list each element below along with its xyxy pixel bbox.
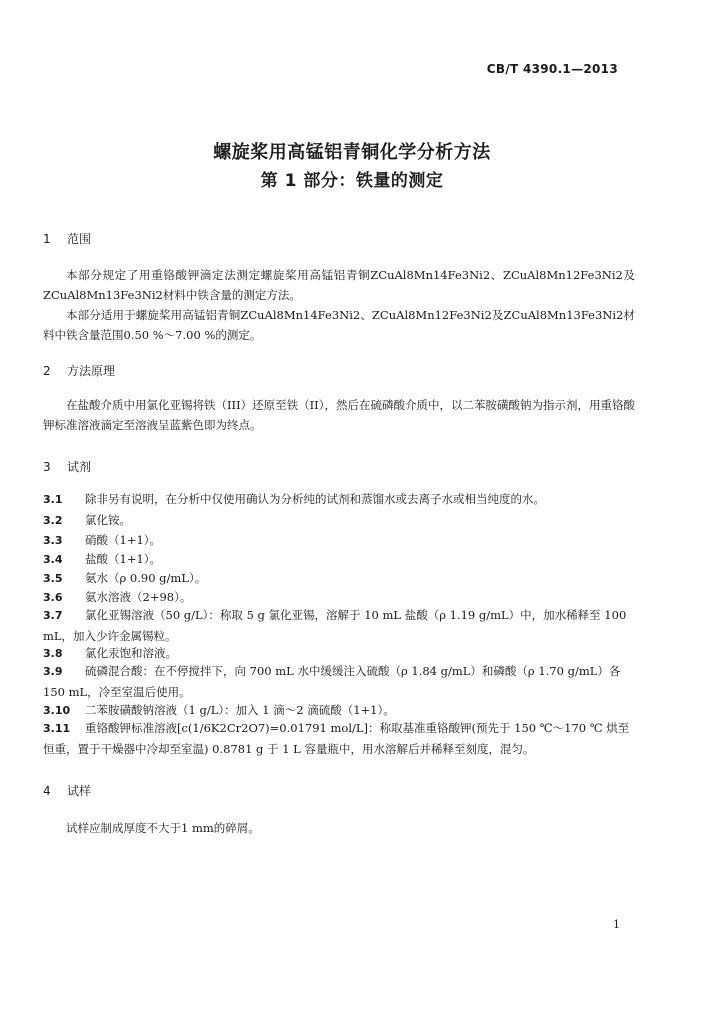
- item-text: 氯化铵。: [85, 513, 131, 527]
- section-title: 试样: [67, 784, 92, 798]
- reagent-item: [43, 510, 635, 531]
- item-text: 除非另有说明，在分析中仅使用确认为分析纯的试剂和蒸馏水或去离子水或相当纯度的水。: [85, 492, 545, 506]
- item-text: 盐酸（1+1）。: [85, 552, 162, 566]
- scope-paragraph-2: 本部分适用于螺旋桨用高锰铝青铜ZCuAl8Mn14Fe3Ni2、ZCuAl8Mn12Fe3Ni2及ZCuAl8Mn13Fe3Ni2材料中铁含量范围0.50 %～7.00 %的测定。: [43, 308, 635, 342]
- reagent-item: [43, 549, 635, 570]
- section-number: 2: [43, 364, 51, 378]
- item-text: 二苯胺磺酸钠溶液（1 g/L）：加入 1 滴～2 滴硫酸（1+1）。: [85, 703, 395, 717]
- item-number: 3.11: [43, 722, 71, 735]
- section-heading-scope: [43, 230, 91, 247]
- item-text: 硝酸（1+1）。: [85, 533, 162, 547]
- item-number: 3.6: [43, 591, 63, 604]
- reagent-item: [43, 489, 635, 510]
- page-number: 1: [613, 918, 620, 931]
- scope-paragraph-1: 本部分规定了用重铬酸钾滴定法测定螺旋桨用高锰铝青铜ZCuAl8Mn14Fe3Ni2、ZCuAl8Mn12Fe3Ni2及ZCuAl8Mn13Fe3Ni2材料中铁含量的测定方法。: [43, 268, 635, 302]
- item-number: 3.9: [43, 665, 63, 678]
- reagent-item: [43, 530, 635, 551]
- reagent-item: [43, 718, 635, 760]
- section-number: 3: [43, 460, 51, 474]
- item-text: 氨水（ρ 0.90 g/mL）。: [85, 571, 207, 585]
- item-number: 3.4: [43, 553, 63, 566]
- section-heading-principle: [43, 362, 115, 379]
- standard-code: CB/T 4390.1—2013: [486, 62, 618, 76]
- item-number: 3.2: [43, 514, 63, 527]
- section-heading-sample: [43, 782, 91, 799]
- item-number: 3.5: [43, 572, 63, 585]
- item-number: 3.10: [43, 704, 71, 717]
- reagent-item: [43, 605, 635, 647]
- item-text: 氯化汞饱和溶液。: [85, 646, 177, 660]
- item-number: 3.3: [43, 534, 63, 547]
- item-number: 3.7: [43, 609, 63, 622]
- principle-paragraph: 在盐酸介质中用氯化亚锡将铁（III）还原至铁（II），然后在硫磷酸介质中，以二苯胺磺酸钠为指示剂，用重铬酸钾标准溶液滴定至溶液呈蓝紫色即为终点。: [43, 398, 635, 432]
- document-subtitle: 第 1 部分：铁量的测定: [260, 171, 444, 191]
- section-title: 范围: [67, 232, 92, 246]
- item-number: 3.1: [43, 493, 63, 506]
- reagent-item: [43, 661, 635, 703]
- item-text: 氨水溶液（2+98）。: [85, 590, 192, 604]
- sample-paragraph: 试样应制成厚度不大于1 mm的碎屑。: [66, 821, 260, 835]
- item-text: 氯化亚锡溶液（50 g/L）：称取 5 g 氯化亚锡，溶解于 10 mL 盐酸（ρ 1.19 g/mL）中，加水稀释至 100 mL，加入少许金属锡粒。: [43, 608, 627, 643]
- section-heading-reagents: [43, 458, 91, 475]
- item-text: 重铬酸钾标准溶液[c(1/6K2Cr2O7)=0.01791 mol/L]：称取基准重铬酸钾(预先于 150 ℃～170 ℃ 烘至恒重，置于干燥器中冷却至室温) 0.8781 g 于 1 L 容量瓶中，用水溶解后并稀释至刻度，混匀。: [43, 721, 630, 756]
- document-title: 螺旋桨用高锰铝青铜化学分析方法: [213, 142, 491, 163]
- section-number: 1: [43, 232, 51, 246]
- section-title: 方法原理: [67, 364, 116, 378]
- item-text: 硫磷混合酸：在不停搅拌下，向 700 mL 水中缓缓注入硫酸（ρ 1.84 g/mL）和磷酸（ρ 1.70 g/mL）各 150 mL，冷至室温后使用。: [43, 664, 621, 699]
- section-number: 4: [43, 784, 51, 798]
- section-title: 试剂: [67, 460, 92, 474]
- reagent-item: [43, 568, 635, 589]
- item-number: 3.8: [43, 647, 63, 660]
